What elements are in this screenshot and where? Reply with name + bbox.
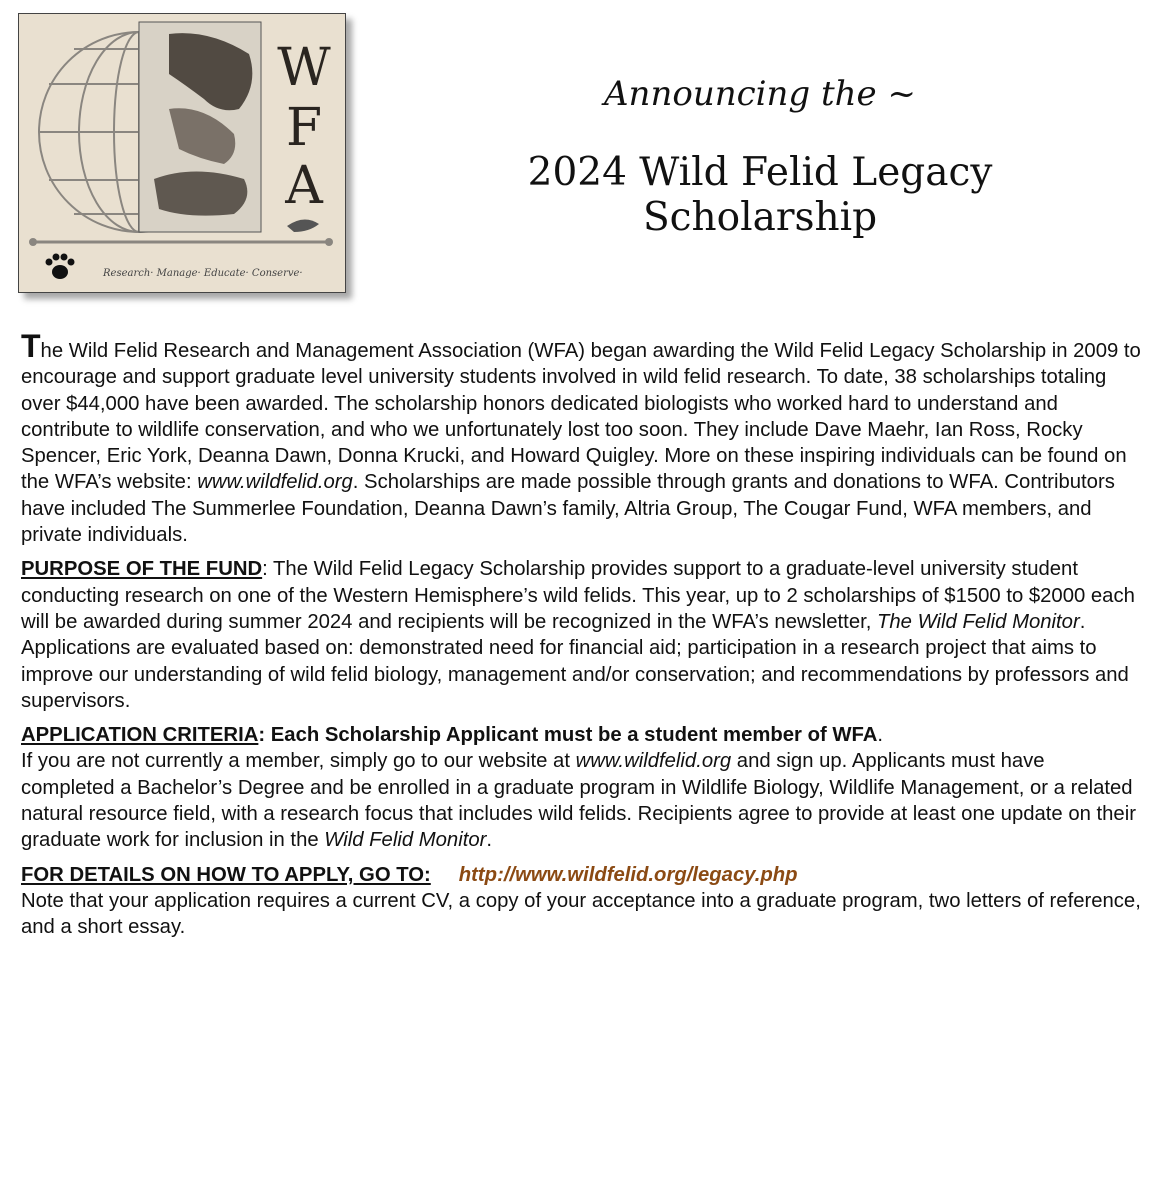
wfa-logo — [18, 13, 346, 293]
logo-letter-a: A — [285, 156, 323, 216]
paw-print-icon — [46, 254, 75, 280]
criteria-monitor: Wild Felid Monitor — [324, 829, 487, 852]
criteria-bold-text: Each Scholarship Applicant must be a student member of WFA — [270, 724, 878, 747]
page-title: 2024 Wild Felid Legacy Scholarship — [527, 150, 993, 240]
purpose-newsletter: The Wild Felid Monitor — [877, 610, 1080, 633]
purpose-text-2: . Applications are evaluated based on: demonstrated need for financial aid; participation in a research project that aims to improve our understanding of wild felid biology, management and/or conservation; and recommendations by professors and supervisors. — [21, 610, 1129, 712]
purpose-label: PURPOSE OF THE FUND — [21, 558, 263, 581]
logo-letter-f: F — [285, 98, 323, 158]
criteria-end: . — [486, 829, 493, 852]
criteria-text-2: and sign up. Applicants must have completed a Bachelor’s Degree and be enrolled in a graduate program in Wildlife Biology, Wildlife Management, or a related natural resource field, with a research focus that includes wild felids. Recipients agree to provide at least one update on their graduate work for inclusion in the — [21, 750, 1136, 852]
apply-note: Note that your application requires a current CV, a copy of your acceptance into a graduate program, two letters of reference, and a short essay. — [21, 889, 1141, 939]
apply-paragraph — [21, 862, 1141, 941]
purpose-paragraph — [21, 556, 1141, 714]
purpose-sep: : — [262, 558, 274, 581]
apply-url-link[interactable]: http://www.wildfelid.org/legacy.php — [458, 863, 798, 886]
criteria-label: APPLICATION CRITERIA — [21, 724, 259, 747]
logo-letter-w: W — [277, 38, 331, 98]
intro-text-2: . Scholarships are made possible through grants and donations to WFA. Contributors have included The Summerlee Foundation, Deanna Dawn’s family, Altria Group, The Cougar Fund, WFA members, and private individuals. — [21, 471, 1115, 547]
purpose-text: The Wild Felid Legacy Scholarship provides support to a graduate-level university student conducting research on one of the Western Hemisphere’s wild felids. This year, up to 2 scholarships of $1500 to $2000 each will be awarded during summer 2024 and recipients will be recognized in the WFA’s newsletter, — [21, 558, 1135, 633]
criteria-website-link[interactable]: www.wildfelid.org — [575, 750, 732, 773]
criteria-sep: : — [258, 724, 271, 747]
intro-website-link[interactable]: www.wildfelid.org — [197, 471, 353, 494]
drop-cap: T — [21, 328, 41, 364]
document-body — [21, 328, 1141, 949]
criteria-paragraph — [21, 722, 1141, 853]
criteria-period: . — [877, 724, 884, 747]
announcing-heading: Announcing the ~ — [604, 74, 916, 114]
intro-paragraph — [21, 328, 1141, 548]
intro-text: he Wild Felid Research and Management Association (WFA) began awarding the Wild Felid Legacy Scholarship in 2009 to encourage and support graduate level university students involved in wild felid research. To date, 38 scholarships totaling over $44,000 have been awarded. The scholarship honors dedicated biologists who worked hard to understand and contribute to wildlife conservation, and who we unfortunately lost too soon. They include Dave Maehr, Ian Ross, Rocky Spencer, Eric York, Deanna Dawn, Donna Krucki, and Howard Quigley. More on these inspiring individuals can be found on the WFA’s website: — [21, 340, 1141, 494]
ocelot-illustration — [154, 172, 247, 216]
small-cat-icon — [287, 219, 319, 232]
criteria-text: If you are not currently a member, simply go to our website at — [21, 750, 576, 773]
logo-tagline: Research· Manage· Educate· Conserve· — [103, 268, 303, 279]
apply-label: FOR DETAILS ON HOW TO APPLY, GO TO: — [21, 863, 431, 886]
